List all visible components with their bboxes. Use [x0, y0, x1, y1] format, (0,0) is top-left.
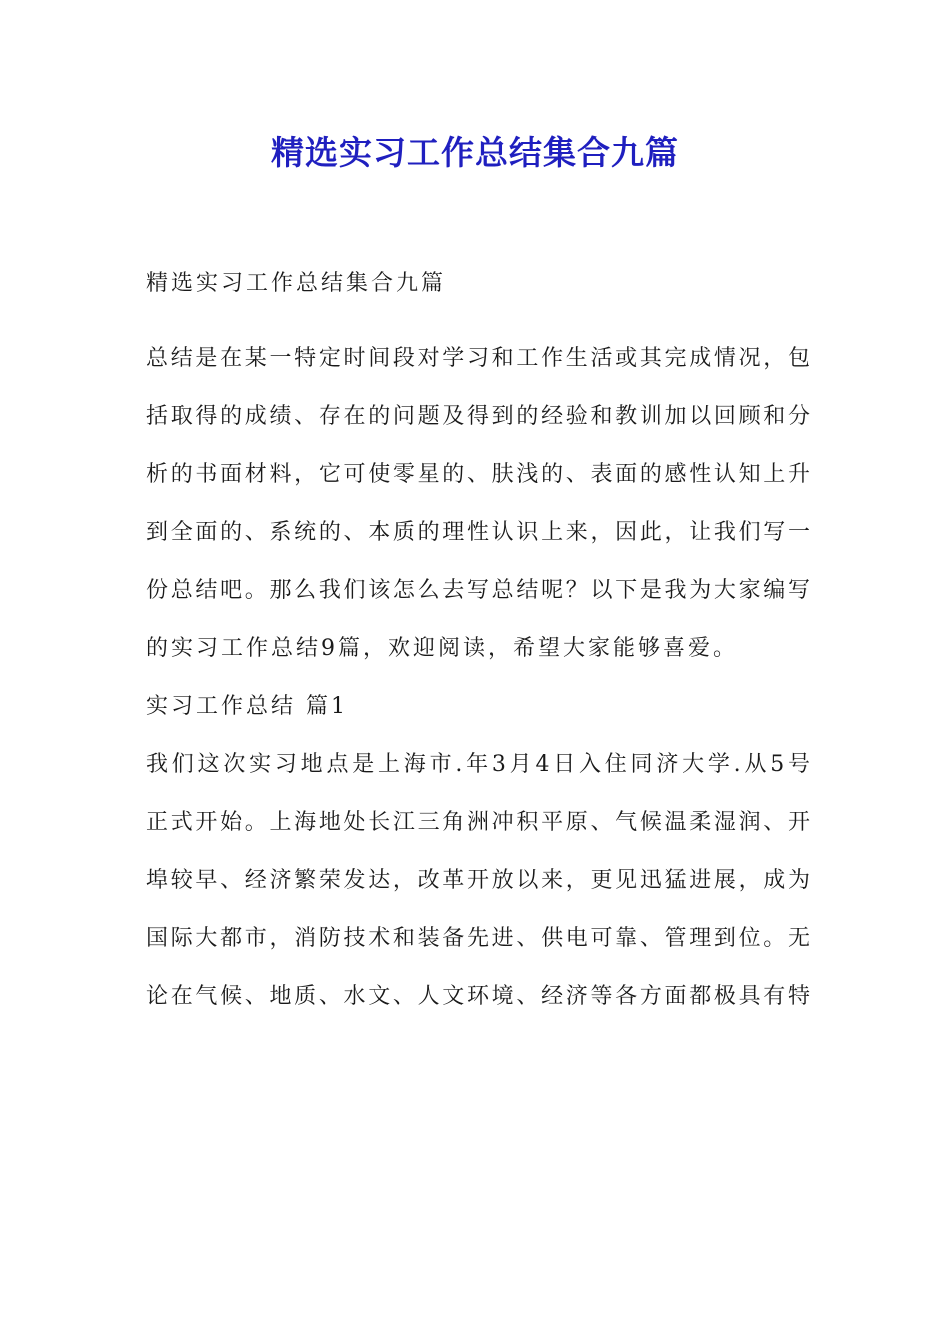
paragraph-line: 论在气候、地质、水文、人文环境、经济等各方面都极具有特 — [146, 984, 810, 1009]
paragraph-line: 国际大都市，消防技术和装备先进、供电可靠、管理到位。无 — [146, 926, 810, 951]
paragraph-line: 析的书面材料，它可使零星的、肤浅的、表面的感性认知上升 — [146, 462, 810, 487]
paragraph-line: 份总结吧。那么我们该怎么去写总结呢？以下是我为大家编写 — [146, 578, 810, 603]
paragraph-line: 的实习工作总结9篇，欢迎阅读，希望大家能够喜爱。 — [146, 636, 738, 661]
paragraph-line: 埠较早、经济繁荣发达，改革开放以来，更见迅猛进展，成为 — [146, 868, 810, 893]
paragraph-line: 括取得的成绩、存在的问题及得到的经验和教训加以回顾和分 — [146, 404, 810, 429]
paragraph-line: 总结是在某一特定时间段对学习和工作生活或其完成情况，包 — [146, 346, 810, 371]
paragraph-line: 到全面的、系统的、本质的理性认识上来，因此，让我们写一 — [146, 520, 810, 545]
subtitle-line: 精选实习工作总结集合九篇 — [146, 271, 447, 296]
paragraph-line: 我们这次实习地点是上海市.年3月4日入住同济大学.从5号 — [146, 752, 810, 777]
document-title: 精选实习工作总结集合九篇 — [271, 133, 679, 172]
section-heading: 实习工作总结 篇1 — [146, 694, 348, 719]
paragraph-line: 正式开始。上海地处长江三角洲冲积平原、气候温柔湿润、开 — [146, 810, 810, 835]
